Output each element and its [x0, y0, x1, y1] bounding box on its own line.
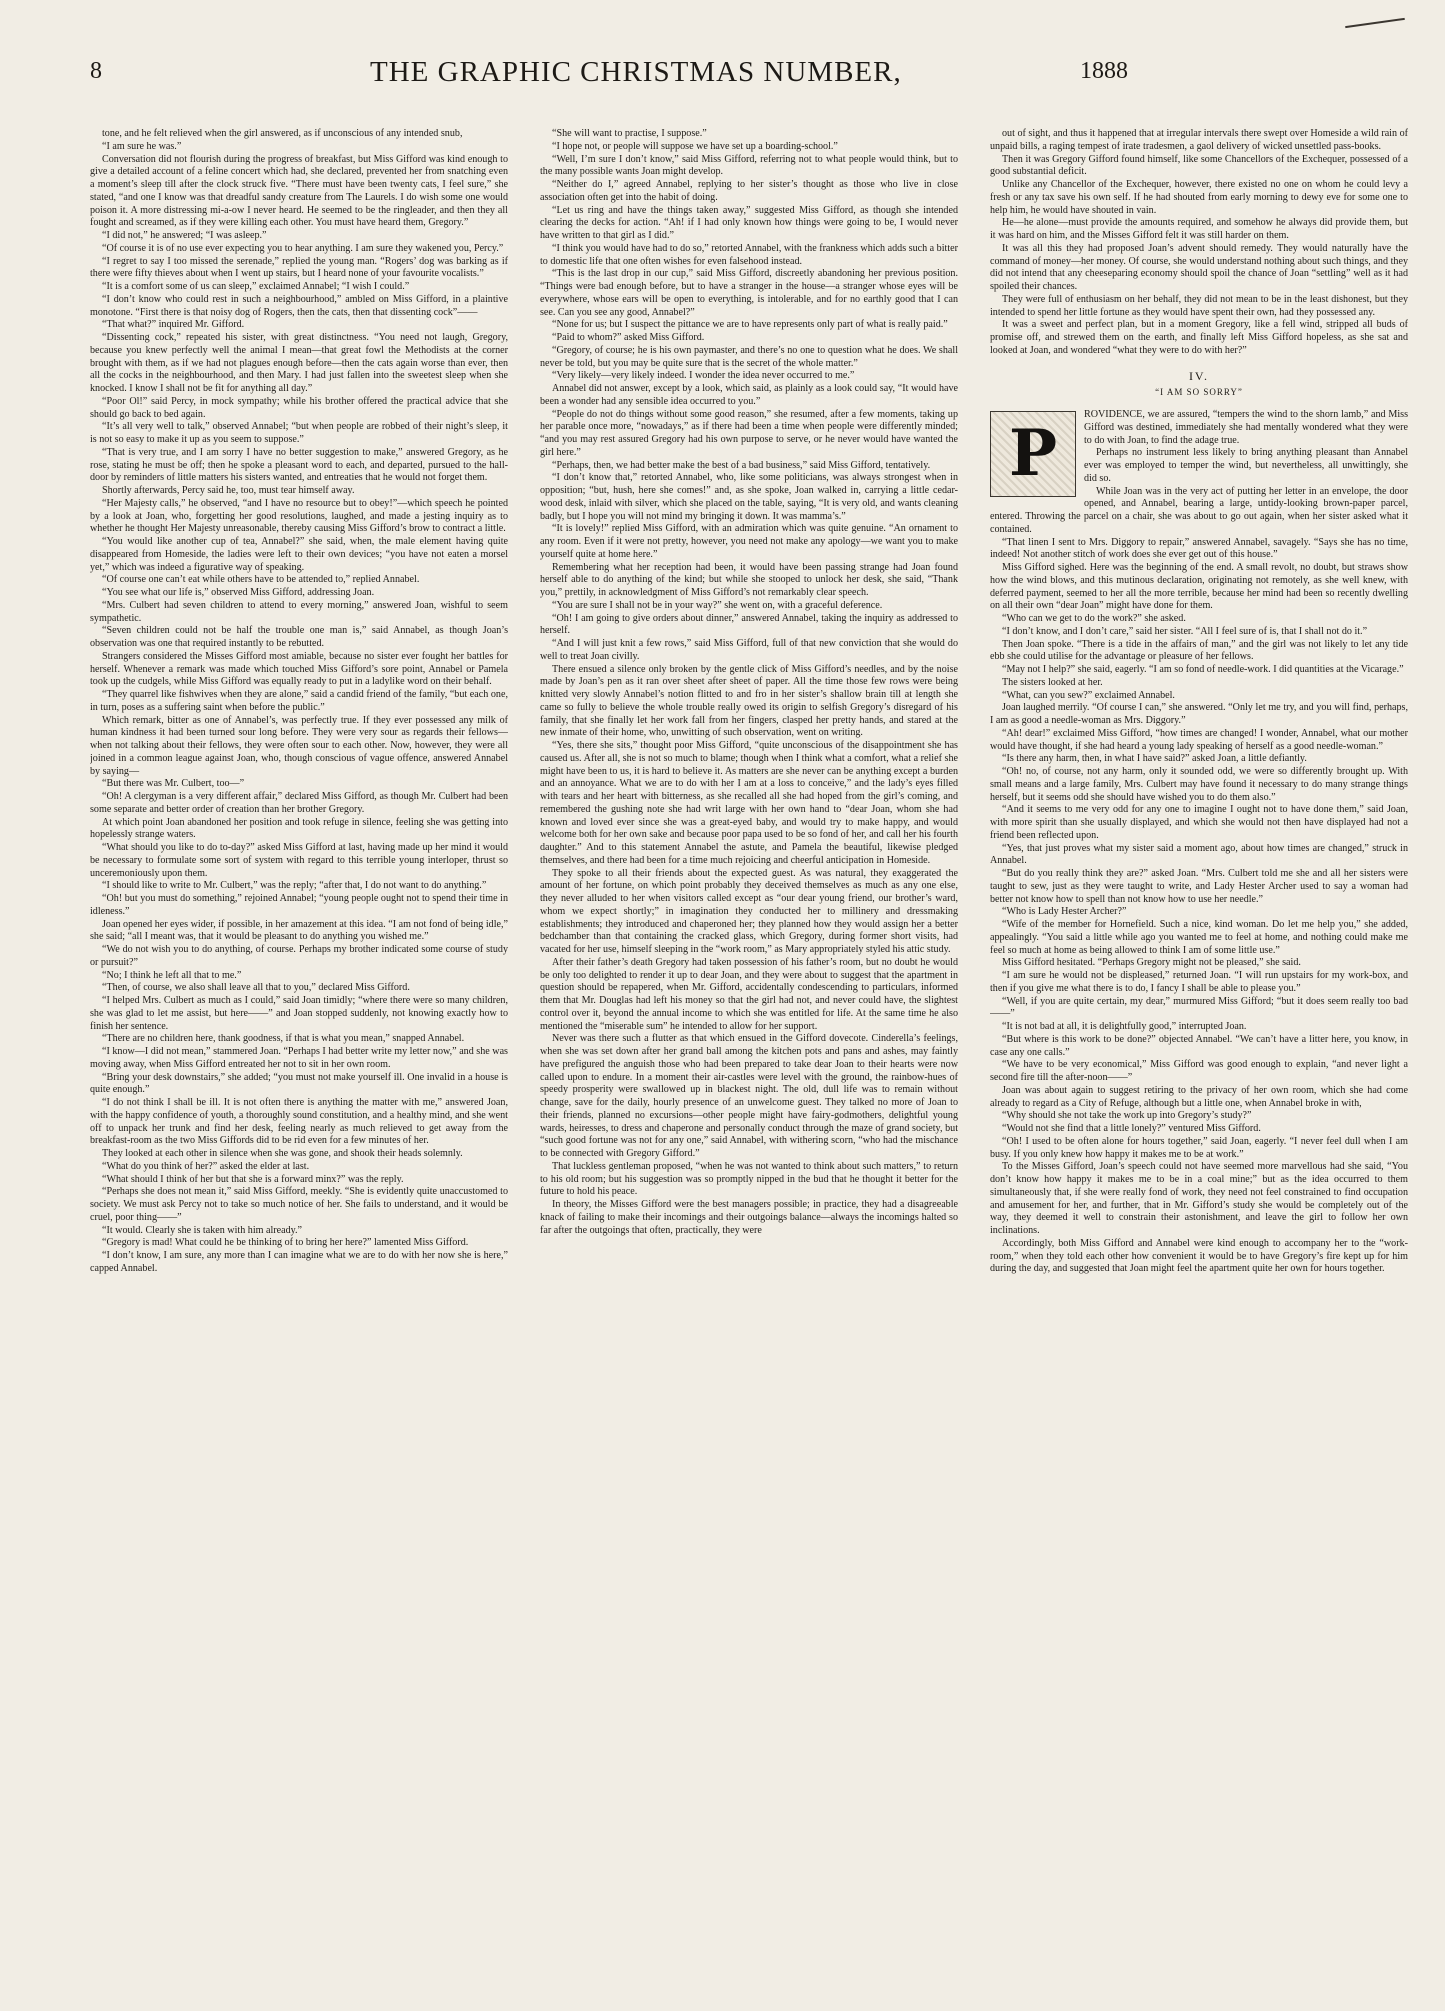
paragraph: There ensued a silence only broken by the gentle click of Miss Gifford’s needles, and by the noise made by Joan’s pen as it ran over sheet after sheet of paper. All the time those few rows were being knitted very slowly Annabel’s notion flitted to and fro in her sister’s shallow brain till at length she came so fully to believe the whole trouble really owed its origin to selfish Gregory’s disregard of his family, that she finally let her work fall from her fingers, clasped her pretty hands, and stared at the new inmate of their home, who, unwitting of such observation, went on writing.: [540, 663, 958, 739]
paragraph: They were full of enthusiasm on her behalf, they did not mean to be in the least dishonest, but they intended to spend her little fortune as they would have spent their own, had they possessed any.: [990, 293, 1408, 318]
paragraph: “Yes, that just proves what my sister said a moment ago, about how times are changed,” struck in Annabel.: [990, 842, 1408, 867]
paragraph: Miss Gifford sighed. Here was the beginning of the end. A small revolt, no doubt, but straws show how the wind blows, and this mutinous declaration, originating not remotely, as she well knew, with deferred payment, seemed to her all the more terrible, because her mind had been so recently dwelling on all their own “dear Joan” might have done for them.: [990, 562, 1408, 612]
paragraph: “Oh! but you must do something,” rejoined Annabel; “young people ought not to spend their time in idleness.”: [90, 893, 508, 917]
paragraph: “Poor Ol!” said Percy, in mock sympathy; while his brother offered the practical advice that she should go back to bed again.: [90, 395, 508, 420]
paragraph: “What should you like to do to-day?” asked Miss Gifford at last, having made up her mind it would be necessary to formulate some sort of system with regard to this terrible young interloper, thrust so unceremoniously upon them.: [90, 842, 508, 879]
paragraph: “Neither do I,” agreed Annabel, replying to her sister’s thought as those who live in close association often get into the habit of doing.: [540, 179, 958, 203]
paragraph: “I am sure he was.”: [102, 140, 182, 152]
paragraph: “Would not she find that a little lonely?” ventured Miss Gifford.: [1002, 1123, 1261, 1134]
paragraph: Which remark, bitter as one of Annabel’s, was perfectly true. If they ever possessed any milk of human kindness it had been turned sour long before. They were very sour as regards their fellows—when not talking about their fellows, they were often sour to each other. Now, however, they were all joined in a common league against Joan, who, though conscious of vague offence, answered Annabel by saying—: [90, 714, 508, 777]
paragraph: “Perhaps she does not mean it,” said Miss Gifford, meekly. “She is evidently quite unaccustomed to society. We must ask Percy not to take so much notice of her. She fails to understand, and it would be cruel, poor thing——”: [90, 1186, 508, 1223]
drop-cap: [990, 411, 1076, 497]
paragraph: “Oh! I used to be often alone for hours together,” said Joan, eagerly. “I never feel dull when I am busy. If you only knew how happy it makes me to be at work.”: [990, 1135, 1408, 1160]
paragraph: Shortly afterwards, Percy said he, too, must tear himself away.: [102, 485, 355, 496]
paragraph: “Gregory, of course; he is his own paymaster, and there’s no one to question what he does. We shall never be told, but you may be quite sure that is the secret of the whole matter.”: [540, 344, 958, 369]
paragraph: “Then, of course, we also shall leave all that to you,” declared Miss Gifford.: [102, 982, 410, 994]
paragraph: “I think you would have had to do so,” retorted Annabel, with the frankness which adds such a bitter to domestic life that one often wishes for even falsehood instead.: [540, 242, 958, 267]
paragraph: “It is a comfort some of us can sleep,” exclaimed Annabel; “I wish I could.”: [102, 281, 410, 292]
paragraph: They looked at each other in silence when she was gone, and shook their heads solemnly.: [102, 1148, 463, 1159]
paragraph: “Oh! I am going to give orders about dinner,” answered Annabel, taking the inquiry as addressed to herself.: [540, 612, 958, 637]
paragraph: “I do not think I shall be ill. It is not often there is anything the matter with me,” answered Joan, with the happy confidence of youth, a thoroughly sound constitution, and a healthy mind, and she went off to unpack her trunk and find her desk, feeling nearly as much relieved to get away from the breakfast-room as the two Miss Giffords did to be rid even for a few minutes of her.: [90, 1097, 508, 1147]
paragraph: Remembering what her reception had been, it would have been passing strange had Joan found herself able to do anything of the kind; but while she stooped to unlock her desk, she said, “Thank you,” prettily, in acknowledgment of Miss Gifford’s not remarkably clear speech.: [540, 561, 958, 598]
paragraph: “But do you really think they are?” asked Joan. “Mrs. Culbert told me she and all her sisters were taught to sew, just as they were taught to write, and Lady Hester Archer used to say a woman had better not know how to spell than not know how to use her needle.”: [990, 868, 1408, 905]
column-3-body: [990, 447, 1408, 1276]
paragraph: “I know—I did not mean,” stammered Joan. “Perhaps I had better write my letter now,” and she was moving away, when Miss Gifford entreated her not to sit in her own room.: [90, 1046, 508, 1070]
paragraph: “This is the last drop in our cup,” said Miss Gifford, discreetly abandoning her previous position. “Things were bad enough before, but to have a stranger in the house—a stranger whose eyes will be everywhere, whose ears will be open to everything, is intolerable, and for no earthly good that I can see. Can you see any good, Annabel?”: [540, 268, 958, 318]
paragraph: Then Joan spoke. “There is a tide in the affairs of man,” and the girl was not likely to let any tide ebb she could utilise for the advantage or pleasure of her fellows.: [990, 638, 1408, 663]
chapter-number: IV.: [1188, 368, 1210, 383]
paragraph: That luckless gentleman proposed, “when he was not wanted to think about such matters,” to return to his old room; but his suggestion was so promptly nipped in the bud that he thought it better for the future to hold his peace.: [540, 1160, 958, 1198]
drop-cap-letter: P: [1008, 416, 1058, 491]
paragraph: While Joan was in the very act of putting her letter in an envelope, the door opened, and Annabel, bearing a large, untidy-looking brown-paper parcel, entered. Throwing the parcel on a chair, she was about to go out again, when her sister asked what it contained.: [990, 485, 1408, 535]
chapter-title: “I AM SO SORRY”: [1155, 387, 1243, 398]
paragraph: “It’s all very well to talk,” observed Annabel; “but when people are robbed of their night’s sleep, it is not so easy to make it up as you seem to suppose.”: [90, 421, 508, 445]
paragraph: “Perhaps, then, we had better make the best of a bad business,” said Miss Gifford, tentatively.: [552, 459, 931, 471]
paragraph: Never was there such a flutter as that which ensued in the Gifford dovecote. Cinderella’s feelings, when she was set down after her grand ball among the kitchen pots and pans and ashes, may faintly have prefigured the anguish those who had been prepared to take dear Joan to their hearts were now called upon to endure. In a moment their air-castles were level with the ground, the rainbow-hues of speedy prosperity were swallowed up in blackest night. The old, dull life was to remain without change, save for the daily, hourly presence of an unwelcome guest. They talked no more of Joan to their friends, planned no excursions—other people might have fairy-godmothers, delightful young wards, heiresses, to dress and chaperone and personally conduct through the maze of grand society, but “such good fortune was not for any one,” said Annabel, with withering scorn, “who had the mischance to be connected with Gregory Gifford.”: [540, 1033, 958, 1159]
paragraph: “Of course one can’t eat while others have to be attended to,” replied Annabel.: [102, 574, 420, 586]
column-2: [540, 128, 958, 1958]
paragraph: They spoke to all their friends about the expected guest. As was natural, they exaggerated the amount of her fortune, on which point probably they deceived themselves as much as any one else, they never alluded to her when visitors called except as “our dear young friend, our brother’s ward, whom we expect shortly;” in imagination they conducted her to millinery and dressmaking establishments; they introduced and chaperoned her; they planned how they would assign her a better bedchamber than that containing the cracked glass, which Gregory, during former short visits, had vacated for her use, himself sleeping in the “work room,” as Mary appropriately styled his attic study.: [540, 867, 958, 955]
paragraph: “None for us; but I suspect the pittance we are to have represents only part of what is really paid.”: [552, 319, 948, 331]
paragraph: “Ah! dear!” exclaimed Miss Gifford, “how times are changed! I wonder, Annabel, what our mother would have thought, if she had heard a young lady speaking of herself as a good needle-woman.”: [990, 727, 1408, 752]
paragraph: out of sight, and thus it happened that at irregular intervals there swept over Homeside a wild rain of unpaid bills, a raging tempest of irate tradesmen, a gaol delivery of wicked unsettled pass-books.: [990, 128, 1408, 152]
paragraph: “Bring your desk downstairs,” she added; “you must not make yourself ill. One invalid in a house is quite enough.”: [90, 1071, 508, 1096]
paragraph: tone, and he felt relieved when the girl answered, as if unconscious of any intended snub,: [102, 128, 463, 139]
paragraph: “Very likely—very likely indeed. I wonder the idea never occurred to me.”: [552, 370, 855, 382]
paragraph: After their father’s death Gregory had taken possession of his father’s room, but no doubt he would be only too delighted to render it up to dear Joan, and they were about to suggest that the apartment in question should be repapered, when Mr. Gifford, accidentally condescending to particulars, informed them that Mr. Douglas had left his money so that the girl had not, and never could have, the slightest control over it, beyond the annual income to which she was entitled for life. At the same time he also mentioned the “miserable sum” he intended to allow for her support.: [540, 956, 958, 1032]
paragraph: “You would like another cup of tea, Annabel?” she said, when, the male element having quite disappeared from Homeside, the ladies were left to their own devices; “you have not eaten a morsel yet,” which was indeed a figurative way of speaking.: [90, 536, 508, 573]
paragraph: “Let us ring and have the things taken away,” suggested Miss Gifford, as though she intended clearing the decks for action. “Ah! if I had only known how things were going to be, I would never have written to that girl as I did.”: [540, 204, 958, 241]
paragraph: “And I will just knit a few rows,” said Miss Gifford, full of that new conviction that she would do well to treat Joan civilly.: [540, 638, 958, 662]
paragraph: Annabel did not answer, except by a look, which said, as plainly as a look could say, “It would have been a wonder had any sensible idea occurred to you.”: [540, 383, 958, 407]
paragraph: “You see what our life is,” observed Miss Gifford, addressing Joan.: [102, 587, 375, 598]
paragraph: “I am sure he would not be displeased,” returned Joan. “I will run upstairs for my work-box, and then if you give me what there is to do, I fancy I shall be able to please you.”: [990, 970, 1408, 994]
paragraph: “Oh! no, of course, not any harm, only it sounded odd, we were so differently brought up. With small means and a large family, Mrs. Culbert may have found it necessary to do many strange things herself, but it seems odd she should have wished you to do them also.”: [990, 766, 1408, 803]
paragraph: Miss Gifford hesitated. “Perhaps Gregory might not be pleased,” she said.: [1002, 957, 1301, 969]
paragraph: “There are no children here, thank goodness, if that is what you mean,” snapped Annabel.: [102, 1033, 465, 1045]
masthead-year: 1888: [1080, 58, 1128, 84]
masthead-title: THE GRAPHIC CHRISTMAS NUMBER,: [370, 56, 902, 88]
paragraph: “But where is this work to be done?” objected Annabel. “We can’t have a litter here, you know, in case any one calls.”: [990, 1033, 1408, 1058]
paragraph: Strangers considered the Misses Gifford most amiable, because no sister ever fought her battles for herself. Whenever a remark was made which touched Miss Gifford’s sore point, Annabel or Pamela took up the cudgels, while Miss Gifford was equally ready to put in a ladylike word on their behalf.: [90, 650, 508, 688]
paragraph: “We do not wish you to do anything, of course. Perhaps my brother indicated some course of study or pursuit?”: [90, 944, 508, 968]
paragraph: “That what?” inquired Mr. Gifford.: [102, 319, 245, 331]
paragraph: It was a sweet and perfect plan, but in a moment Gregory, like a fell wind, stripped all buds of promise off, and strewed them on the earth, and finally left Miss Gifford hopeless, as she sat and looked at Joan, and wondered “what they were to do with her?”: [990, 319, 1408, 356]
paragraph: “She will want to practise, I suppose.”: [552, 128, 707, 139]
paragraph: “It is not bad at all, it is delightfully good,” interrupted Joan.: [1002, 1021, 1247, 1032]
paragraph: “Wife of the member for Hornefield. Such a nice, kind woman. Do let me help you,” she added, appealingly. “You said a little while ago you wanted me to feel at home, and nothing could make me feel so much at home as being allowed to think I am of some little use.”: [990, 919, 1408, 956]
paragraph: “What, can you sew?” exclaimed Annabel.: [1002, 689, 1175, 701]
paragraph: “I should like to write to Mr. Culbert,” was the reply; “after that, I do not want to do anything.”: [102, 880, 487, 892]
paragraph: “You are sure I shall not be in your way?” she went on, with a graceful deference.: [552, 599, 883, 611]
paragraph: “What do you think of her?” asked the elder at last.: [102, 1160, 310, 1172]
paragraph: “That linen I sent to Mrs. Diggory to repair,” answered Annabel, savagely. “Says she has no time, indeed! Not another stitch of work does she ever get out of this house.”: [990, 536, 1408, 561]
paragraph: Accordingly, both Miss Gifford and Annabel were kind enough to accompany her to the “work-room,” when they told each other how convenient it would be to have Gregory’s fire kept up for him during the day, and suggested that Joan might feel the apartment quite her own for hours together.: [990, 1237, 1408, 1275]
paragraph: Conversation did not flourish during the progress of breakfast, but Miss Gifford was kind enough to give a detailed account of a feline concert which had, she declared, prevented her from snatching even a moment’s sleep till after the clock struck five. “There must have been twenty cats, I feel sure,” she stated, “and one I know was that dreadful sandy creature from The Laurels. I do wish some one would poison it. A more distressing mi-a-ow I never heard. He seemed to be the ringleader, and then they all fought and screamed, as if they were killing each other. You must have heard them, Gregory.”: [90, 153, 508, 229]
paragraph: “What should I think of her but that she is a forward minx?” was the reply.: [102, 1173, 404, 1185]
paragraph: He—he alone—must provide the amounts required, and somehow he always did provide them, but it was hard on him, and the Misses Gifford felt it was still harder on them.: [990, 217, 1408, 241]
paragraph: “I helped Mrs. Culbert as much as I could,” said Joan timidly; “where there were so many children, she was glad to let me assist, but here——” and Joan stopped suddenly, not knowing exactly how to finish her sentence.: [90, 995, 508, 1032]
column-3: [990, 128, 1408, 1688]
paragraph: In theory, the Misses Gifford were the best managers possible; in practice, they had a disagreeable knack of failing to make their incomings and their outgoings balance—always the incomings halted so far after the outgoings that often, practically, they were: [540, 1199, 958, 1236]
page-number: 8: [90, 58, 102, 84]
paragraph: “I don’t know, I am sure, any more than I can imagine what we are to do with her now she is here,” capped Annabel.: [90, 1250, 508, 1274]
paragraph: Perhaps no instrument less likely to bring anything pleasant than Annabel ever was employed to temper the wind, but nevertheless, all unwittingly, she did so.: [1084, 447, 1408, 484]
paragraph: “I don’t know who could rest in such a neighbourhood,” ambled on Miss Gifford, in a plaintive monotone. “First there is that noisy dog of Rogers, then the cats, then that dissenting cock”——: [90, 293, 508, 318]
paragraph: The sisters looked at her.: [1002, 676, 1103, 688]
paragraph: “I don’t know that,” retorted Annabel, who, like some politicians, was always strongest when in opposition; “but, hush, here she comes!” and, as she spoke, Joan walked in, carrying a little cedar-wood desk, inlaid with silver, which she placed on the table, saying, “It is very old, and wants cleaning badly, but I hope you will not mind my bringing it down. It was mamma’s.”: [540, 472, 958, 522]
paragraph: “Who is Lady Hester Archer?”: [1002, 906, 1127, 918]
paragraph: “Is there any harm, then, in what I have said?” asked Joan, a little defiantly.: [1002, 753, 1307, 765]
paragraph: “Seven children could not be half the trouble one man is,” said Annabel, as though Joan’s observation was one that required instantly to be rebutted.: [90, 625, 508, 649]
paragraph: “May not I help?” she said, eagerly. “I am so fond of needle-work. I did quantities at the Vicarage.”: [1002, 664, 1404, 675]
paragraph: Joan laughed merrily. “Of course I can,” she answered. “Only let me try, and you will find, perhaps, I am as good a needle-woman as Mrs. Diggory.”: [990, 702, 1408, 726]
paragraph: “I did not,” he answered; “I was asleep.”: [102, 230, 267, 241]
paragraph: “But there was Mr. Culbert, too—”: [102, 778, 245, 790]
paragraph: “Oh! A clergyman is a very different affair,” declared Miss Gifford, as though Mr. Culbert had been some separate and better order of creation than her brother Gregory.: [90, 791, 508, 815]
paragraph: “Paid to whom?” asked Miss Gifford.: [552, 332, 705, 343]
paragraph: Unlike any Chancellor of the Exchequer, however, there existed no one on whom he could levy a fresh or any tax save his own self. If he had shouted from early morning to dewy eve for some one to help him, he would have shouted in vain.: [990, 179, 1408, 216]
paragraph: “Who can we get to do the work?” she asked.: [1002, 613, 1186, 624]
pencil-mark: [1345, 18, 1405, 28]
paragraph: “No; I think he left all that to me.”: [102, 969, 242, 981]
column-3-intro: [990, 128, 1408, 358]
paragraph: “I hope not, or people will suppose we have set up a boarding-school.”: [552, 140, 838, 152]
paragraph: “Her Majesty calls,” he observed, “and I have no resource but to obey!”—which speech he pointed by a look at Joan, who, forgetting her good resolutions, laughed, and made a jesting inquiry as to whether he thought Her Majesty unreasonable, thereby causing Miss Gifford’s brow to contract a little.: [90, 497, 508, 535]
paragraph: “Yes, there she sits,” thought poor Miss Gifford, “quite unconscious of the disappointment she has caused us. After all, she is not so much to blame; though when I think what a comfort, what a relief she might have been to us, it is hard to believe it. As matters are she never can be anything except a burden and an annoyance. What we are to do with her I am at a loss to conceive,” and the lady’s eyes filled with tears and her heart with bitterness, as she recalled all she had hoped from the girl’s coming, and remembered the gushing note she had writ large with her own hand to “dear Joan, whom she had known and loved ever since she was a great-eyed baby, and would try to make happy, and would welcome both for her own sake and because poor papa used to be so fond of her, and call her his fourth daughter.” And to this statement Annabel the astute, and Pamela the beautiful, likewise pledged themselves, and there had been for a time much rejoicing and cheerful anticipation in Homeside.: [540, 740, 958, 866]
paragraph: “That is very true, and I am sorry I have no better suggestion to make,” answered Gregory, as he rose, stating he must be off; then he spoke a pleasant word to each, and departed, pursued to the hall-door by reminders of little matters his sisters wanted, and entreaties that he would not forget them.: [90, 446, 508, 484]
paragraph: “They quarrel like fishwives when they are alone,” said a candid friend of the family, “but each one, in turn, poses as a suffering saint when before the public.”: [90, 689, 508, 713]
paragraph: “Well, if you are quite certain, my dear,” murmured Miss Gifford; “but it does seem really too bad——”: [990, 995, 1408, 1020]
paragraph: At which point Joan abandoned her position and took refuge in silence, feeling she was getting into hopelessly strange waters.: [90, 816, 508, 841]
paragraph: “And it seems to me very odd for any one to imagine I ought not to have done them,” said Joan, with more spirit than she usually displayed, and which she would not then have displayed had not a friend been reflected upon.: [990, 804, 1408, 841]
paragraph: “I don’t know, and I don’t care,” said her sister. “All I feel sure of is, that I shall not do it.”: [1002, 625, 1368, 637]
paragraph: “Gregory is mad! What could he be thinking of to bring her here?” lamented Miss Gifford.: [102, 1237, 469, 1249]
paragraph: Joan was about again to suggest retiring to the privacy of her own room, which she had come already to regard as a City of Refuge, although but a little one, when Annabel broke in with,: [990, 1084, 1408, 1109]
paragraph: “Well, I’m sure I don’t know,” said Miss Gifford, referring not to what people would think, but to the many possible wants Joan might develop.: [540, 153, 958, 178]
paragraph: Joan opened her eyes wider, if possible, in her amazement at this idea. “I am not fond of being idle,” she said; “all I meant was, that it would be pleasant to do anything you wished me.”: [90, 918, 508, 943]
paragraph: “Of course it is of no use ever expecting you to hear anything. I am sure they wakened you, Percy.”: [102, 242, 504, 254]
paragraph: “Why should she not take the work up into Gregory’s study?”: [1002, 1110, 1252, 1122]
paragraph: To the Misses Gifford, Joan’s speech could not have seemed more marvellous had she said, “You don’t know how happy it makes me to be in a coal mine;” but as the idea occurred to them simultaneously that, if she were really fond of work, they need not feel constrained to find occupation and amusement for her, and further, that in Mr. Gifford’s study she would be completely out of the way, they deemed it well to constrain their astonishment, and leave the girl to follow her own inclinations.: [990, 1161, 1408, 1236]
column-1: [90, 128, 508, 1948]
paragraph: “It is lovely!” replied Miss Gifford, with an admiration which was quite genuine. “An ornament to any room. Even if it were not pretty, however, you need not make any apology—we want you to make yourself quite at home here.”: [540, 523, 958, 560]
chapter-lead-paragraph: ROVIDENCE, we are assured, “tempers the wind to the shorn lamb,” and Miss Gifford was destined, immediately she had mentally wondered what they were to do with Joan, to find the adage true.: [1084, 409, 1408, 446]
paragraph: “Dissenting cock,” repeated his sister, with great distinctness. “You need not laugh, Gregory, because you knew perfectly well the animal I mean—that great fowl the Methodists at the corner brought with them, as if we had not plagues enough before—then the cats again worse than ever, then all the cocks in the neighbourhood, and then Mary. I had just fallen into the sweetest sleep when she knocked. I know I shall not be fit for anything all day.”: [90, 332, 508, 394]
paragraph: “We have to be very economical,” Miss Gifford was good enough to explain, “and never light a second fire till the after-noon——”: [990, 1059, 1408, 1083]
paragraph: It was all this they had proposed Joan’s advent should remedy. They would naturally have the command of money—her money. Of course, she would understand nothing about such things, and they did not intend that any cheeseparing economy should spoil the chance of Joan “settling” well as it had spoiled their chances.: [990, 242, 1408, 292]
paragraph: “I regret to say I too missed the serenade,” replied the young man. “Rogers’ dog was barking as if there were fifty thieves about when I went up stairs, but I heard none of your favourite vocalists.”: [90, 255, 508, 280]
paragraph: “Mrs. Culbert had seven children to attend to every morning,” answered Joan, wishful to seem sympathetic.: [90, 599, 508, 624]
paragraph: Then it was Gregory Gifford found himself, like some Chancellors of the Exchequer, possessed of a good substantial deficit.: [990, 153, 1408, 178]
paragraph: “People do not do things without some good reason,” she resumed, after a few moments, taking up her parable once more, “nowadays,” as if there had been a time when people were differently minded; “and you may rest assured Gregory had his own purpose to serve, or he never would have wanted the girl here.”: [540, 408, 958, 458]
paragraph: “It would. Clearly she is taken with him already.”: [102, 1224, 303, 1236]
